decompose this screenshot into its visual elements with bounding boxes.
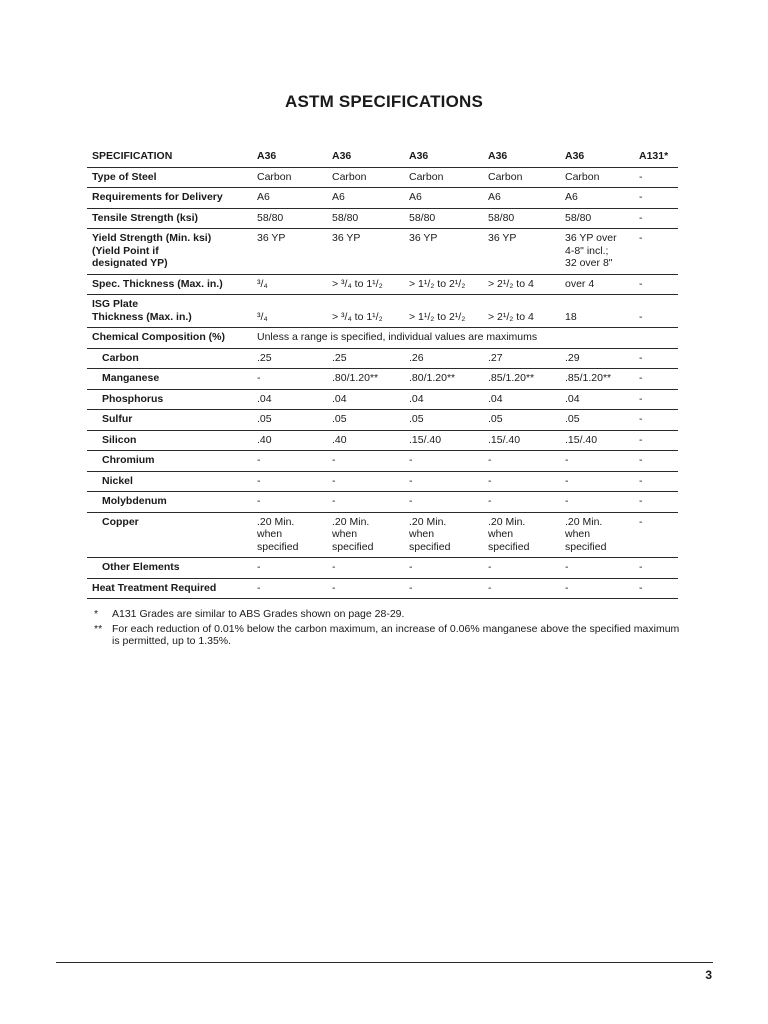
table-cell: -: [404, 471, 483, 492]
footnote-mark: *: [94, 608, 99, 620]
table-cell: Carbon: [327, 167, 404, 188]
table-cell: .05: [483, 410, 560, 431]
row-label: Yield Strength (Min. ksi) (Yield Point if designated YP): [87, 229, 252, 275]
table-cell: .20 Min. when specified: [483, 512, 560, 558]
table-cell: 36 YP: [252, 229, 327, 275]
row-label: Tensile Strength (ksi): [87, 208, 252, 229]
footnote-mark: **: [94, 622, 103, 635]
table-cell: -: [560, 578, 634, 599]
table-row: [87, 430, 678, 451]
row-label: Molybdenum: [87, 492, 252, 513]
table-cell: -: [404, 578, 483, 599]
row-label: Heat Treatment Required: [87, 578, 252, 599]
row-label: Copper: [87, 512, 252, 558]
table-cell: .05: [252, 410, 327, 431]
table-cell: -: [634, 167, 678, 188]
table-cell: A6: [560, 188, 634, 209]
table-cell: .05: [327, 410, 404, 431]
table-cell: -: [252, 451, 327, 472]
table-cell: > ³/₄ to 1¹/₂: [327, 274, 404, 295]
table-cell: 36 YP over 4-8" incl.; 32 over 8": [560, 229, 634, 275]
table-cell: -: [404, 558, 483, 579]
header-cell: A36: [327, 146, 404, 167]
table-row: [87, 578, 678, 599]
table-cell: Carbon: [252, 167, 327, 188]
table-cell: -: [634, 492, 678, 513]
table-cell: 58/80: [252, 208, 327, 229]
table-cell: .80/1.20**: [404, 369, 483, 390]
row-label: Carbon: [87, 348, 252, 369]
row-label: Type of Steel: [87, 167, 252, 188]
table-cell: -: [327, 492, 404, 513]
table-cell: -: [483, 451, 560, 472]
table-cell: -: [327, 558, 404, 579]
table-row: [87, 512, 678, 558]
table-cell: Carbon: [483, 167, 560, 188]
header-cell: A131*: [634, 146, 678, 167]
table-cell: 58/80: [327, 208, 404, 229]
table-row: [87, 295, 678, 328]
table-row: [87, 471, 678, 492]
table-cell: -: [634, 389, 678, 410]
table-cell: 58/80: [483, 208, 560, 229]
table-cell: .04: [327, 389, 404, 410]
footnotes: [94, 608, 684, 650]
table-row: [87, 188, 678, 209]
table-cell: -: [327, 471, 404, 492]
table-row: [87, 369, 678, 390]
table-cell: -: [252, 471, 327, 492]
table-cell: .15/.40: [483, 430, 560, 451]
table-cell: Carbon: [560, 167, 634, 188]
table-row: [87, 229, 678, 275]
table-row: [87, 348, 678, 369]
table-cell: -: [634, 229, 678, 275]
table-cell: -: [327, 578, 404, 599]
table-cell: ³/₄: [252, 274, 327, 295]
footnote-text: A131 Grades are similar to ABS Grades shown on page 28-29.: [112, 608, 405, 620]
table-cell: .20 Min. when specified: [404, 512, 483, 558]
table-cell: -: [560, 451, 634, 472]
table-cell: -: [560, 492, 634, 513]
table-cell: .25: [252, 348, 327, 369]
table-cell: ³/₄: [252, 295, 327, 328]
row-label: Sulfur: [87, 410, 252, 431]
table-cell: .27: [483, 348, 560, 369]
footer-divider: [56, 962, 713, 963]
table-cell: .05: [404, 410, 483, 431]
row-label: Phosphorus: [87, 389, 252, 410]
table-cell: > 1¹/₂ to 2¹/₂: [404, 295, 483, 328]
table-cell: Carbon: [404, 167, 483, 188]
table-cell: 36 YP: [327, 229, 404, 275]
table-row: [87, 167, 678, 188]
table-cell: -: [560, 471, 634, 492]
table-cell: -: [404, 492, 483, 513]
table-cell: 58/80: [404, 208, 483, 229]
table-cell: -: [634, 578, 678, 599]
table-row: [87, 492, 678, 513]
range-note: Unless a range is specified, individual values are maximums: [252, 328, 678, 349]
table-row: [87, 389, 678, 410]
table-cell: -: [483, 558, 560, 579]
header-cell: A36: [560, 146, 634, 167]
row-label: Chromium: [87, 451, 252, 472]
table-cell: -: [483, 578, 560, 599]
table-cell: -: [634, 430, 678, 451]
table-cell: .26: [404, 348, 483, 369]
table-cell: .05: [560, 410, 634, 431]
table-cell: A6: [252, 188, 327, 209]
table-cell: -: [483, 492, 560, 513]
astm-spec-table: [87, 146, 678, 599]
header-cell: A36: [252, 146, 327, 167]
table-cell: .85/1.20**: [560, 369, 634, 390]
table-cell: .80/1.20**: [327, 369, 404, 390]
table-cell: -: [634, 451, 678, 472]
table-cell: -: [634, 558, 678, 579]
table-cell: 58/80: [560, 208, 634, 229]
table-cell: -: [634, 512, 678, 558]
table-cell: -: [634, 348, 678, 369]
table-cell: -: [560, 558, 634, 579]
row-label: Nickel: [87, 471, 252, 492]
table-cell: -: [483, 471, 560, 492]
table-cell: 18: [560, 295, 634, 328]
table-cell: over 4: [560, 274, 634, 295]
row-label: Spec. Thickness (Max. in.): [87, 274, 252, 295]
table-cell: > 2¹/₂ to 4: [483, 295, 560, 328]
table-cell: -: [252, 492, 327, 513]
table-row: [87, 328, 678, 349]
table-cell: .20 Min. when specified: [252, 512, 327, 558]
table-cell: .04: [404, 389, 483, 410]
table-cell: .25: [327, 348, 404, 369]
row-label: Chemical Composition (%): [87, 328, 252, 349]
table-cell: A6: [404, 188, 483, 209]
table-row: [87, 410, 678, 431]
table-row: [87, 274, 678, 295]
footnote-text: For each reduction of 0.01% below the carbon maximum, an increase of 0.06% manganese above the specified maximum is permitted, up to 1.35%.: [112, 622, 680, 647]
table-row: [87, 451, 678, 472]
table-cell: -: [634, 410, 678, 431]
footnote: [94, 623, 684, 648]
header-cell: SPECIFICATION: [87, 146, 252, 167]
row-label: Other Elements: [87, 558, 252, 579]
footnote: [94, 608, 684, 621]
row-label: Silicon: [87, 430, 252, 451]
table-cell: .20 Min. when specified: [560, 512, 634, 558]
header-cell: A36: [404, 146, 483, 167]
table-cell: .15/.40: [404, 430, 483, 451]
table-cell: .85/1.20**: [483, 369, 560, 390]
table-cell: -: [252, 558, 327, 579]
table-cell: A6: [327, 188, 404, 209]
table-cell: -: [634, 274, 678, 295]
table-cell: A6: [483, 188, 560, 209]
table-cell: -: [634, 295, 678, 328]
page-number: 3: [705, 968, 712, 982]
header-cell: A36: [483, 146, 560, 167]
table-cell: 36 YP: [404, 229, 483, 275]
table-cell: -: [634, 208, 678, 229]
table-cell: > 2¹/₂ to 4: [483, 274, 560, 295]
table-cell: .04: [252, 389, 327, 410]
row-label: ISG Plate Thickness (Max. in.): [87, 295, 252, 328]
table-cell: 36 YP: [483, 229, 560, 275]
table-cell: .40: [252, 430, 327, 451]
table-cell: -: [634, 188, 678, 209]
row-label: Manganese: [87, 369, 252, 390]
table-body: [87, 167, 678, 599]
table-cell: .40: [327, 430, 404, 451]
table-header-row: [87, 146, 678, 167]
table-cell: -: [252, 369, 327, 390]
row-label: Requirements for Delivery: [87, 188, 252, 209]
table-cell: -: [634, 471, 678, 492]
table-cell: -: [252, 578, 327, 599]
table-cell: -: [327, 451, 404, 472]
table-cell: > 1¹/₂ to 2¹/₂: [404, 274, 483, 295]
table-row: [87, 208, 678, 229]
table-cell: -: [404, 451, 483, 472]
page-title: ASTM SPECIFICATIONS: [284, 92, 484, 111]
table-cell: .04: [483, 389, 560, 410]
table-cell: > ³/₄ to 1¹/₂: [327, 295, 404, 328]
table-cell: .15/.40: [560, 430, 634, 451]
table-cell: .29: [560, 348, 634, 369]
table-cell: .04: [560, 389, 634, 410]
table-row: [87, 558, 678, 579]
table-cell: -: [634, 369, 678, 390]
table-cell: .20 Min. when specified: [327, 512, 404, 558]
